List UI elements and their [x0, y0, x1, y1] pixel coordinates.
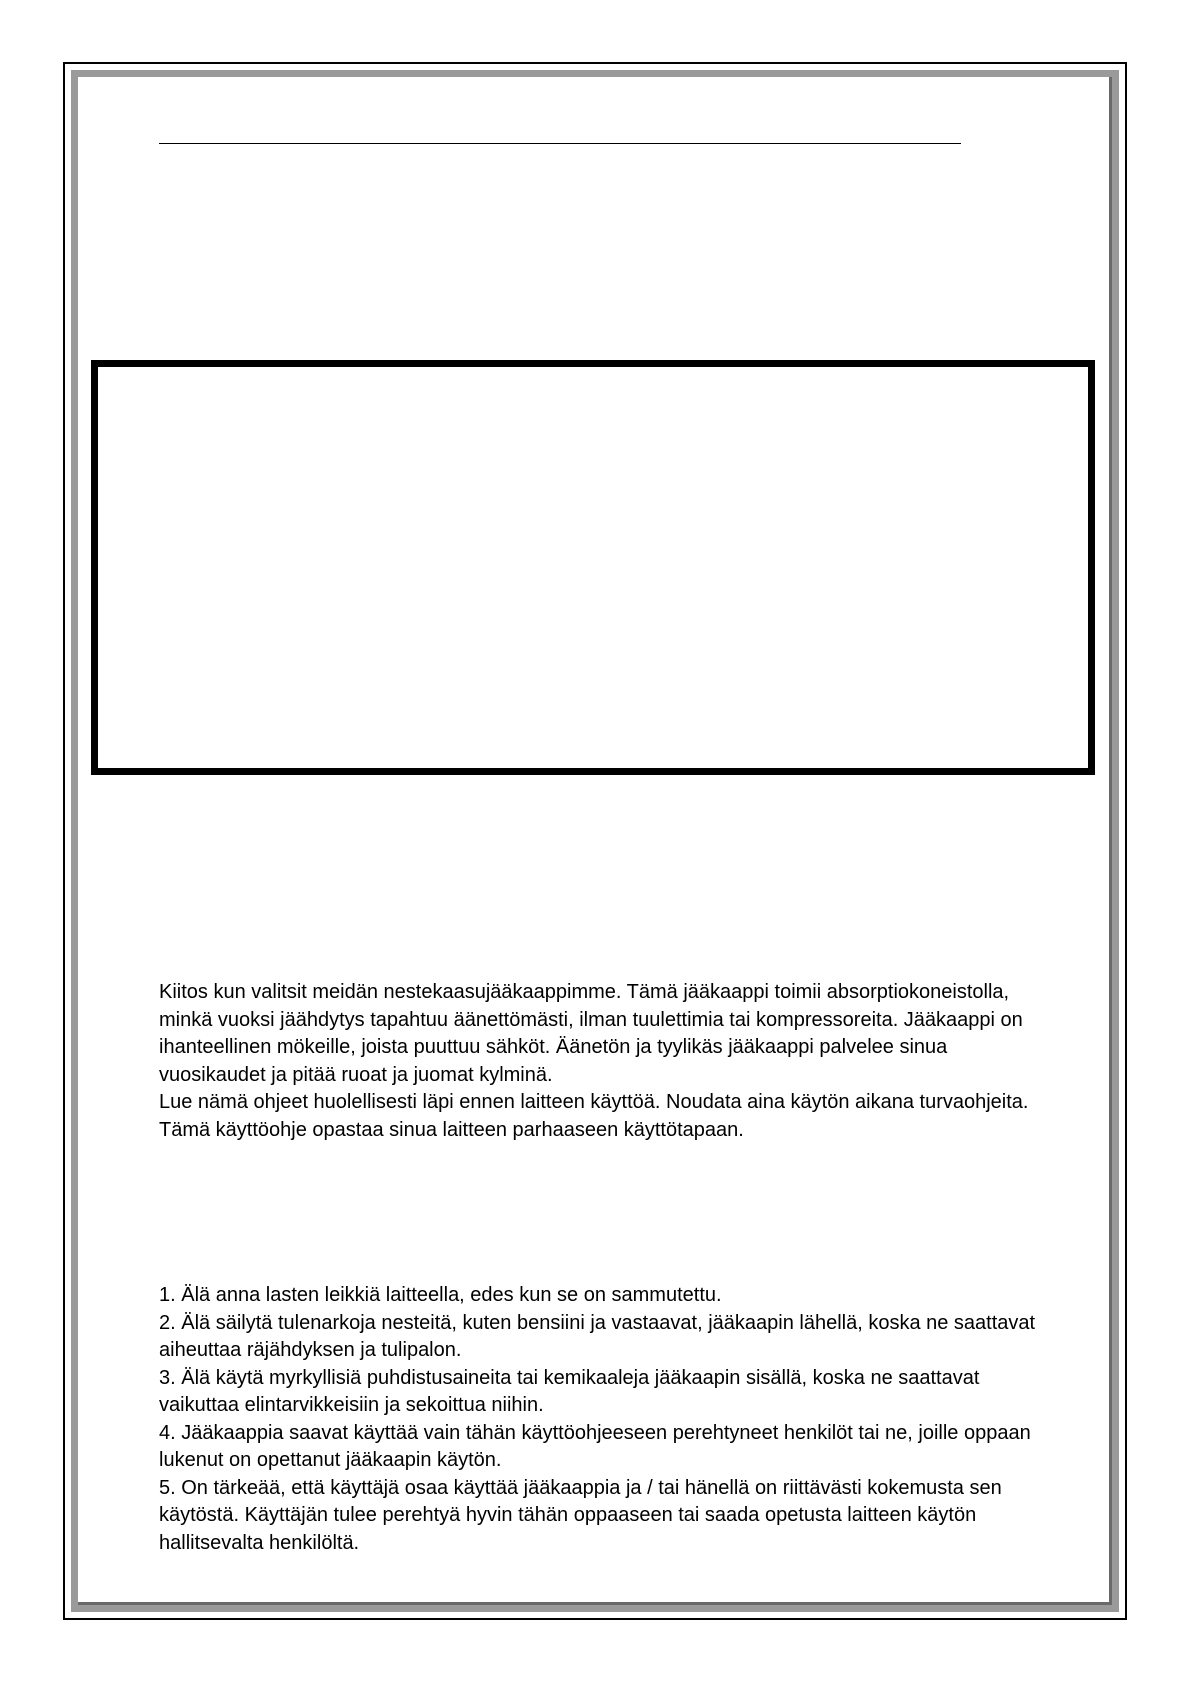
safety-item: 4. Jääkaappia saavat käyttää vain tähän käyttöohjeeseen perehtyneet henkilöt tai ne, joille oppaan lukenut on opettanut jääkaapin käytön. [159, 1421, 1031, 1471]
intro-section [159, 979, 1059, 1144]
safety-instructions-list [159, 1282, 1059, 1557]
intro-paragraph-read-instructions: Lue nämä ohjeet huolellisesti läpi ennen laitteen käyttöä. Noudata aina käytön aikana turvaohjeita. [159, 1091, 1029, 1113]
safety-item: 5. On tärkeää, että käyttäjä osaa käyttää jääkaappia ja / tai hänellä on riittävästi kokemusta sen käytöstä. Käyttäjän tulee perehtyä hyvin tähän oppaaseen tai saada opetusta laitteen käytön hallitsevalta henkilöltä. [159, 1476, 1002, 1554]
intro-paragraph-thanks: Kiitos kun valitsit meidän nestekaasujääkaappimme. Tämä jääkaappi toimii absorptiokoneistolla, minkä vuoksi jäähdytys tapahtuu äänettömästi, ilman tuulettimia tai kompressoreita. Jääkaappi on ihanteellinen mökeille, joista puuttuu sähköt. Äänetön ja tyylikäs jääkaappi palvelee sinua vuosikaudet ja pitää ruoat ja juomat kylminä. [159, 981, 1023, 1086]
safety-item: 1. Älä anna lasten leikkiä laitteella, edes kun se on sammutettu. [159, 1284, 722, 1306]
product-image-placeholder [91, 360, 1095, 775]
safety-item: 3. Älä käytä myrkyllisiä puhdistusaineita tai kemikaaleja jääkaapin sisällä, koska ne saattavat vaikuttaa elintarvikkeisiin ja sekoittua niihin. [159, 1366, 980, 1416]
intro-paragraph-guide: Tämä käyttöohje opastaa sinua laitteen parhaaseen käyttötapaan. [159, 1118, 744, 1141]
header-rule [159, 143, 961, 144]
safety-item: 2. Älä säilytä tulenarkoja nesteitä, kuten bensiini ja vastaavat, jääkaapin lähellä, koska ne saattavat aiheuttaa räjähdyksen ja tulipalon. [159, 1311, 1036, 1361]
